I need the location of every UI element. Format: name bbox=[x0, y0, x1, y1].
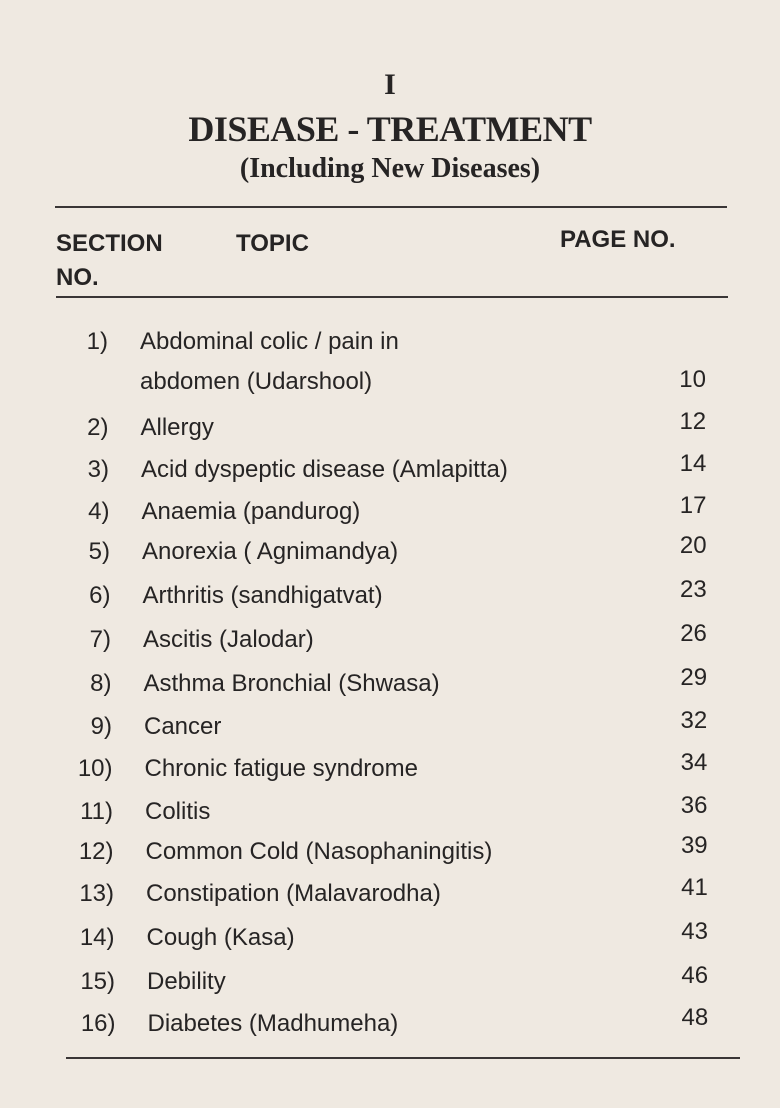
topic-text: Chronic fatigue syndrome bbox=[144, 755, 418, 782]
section-number: 12) bbox=[78, 838, 114, 865]
page-number: 46 bbox=[681, 962, 709, 989]
section-number: 8) bbox=[90, 670, 112, 697]
header-rule bbox=[56, 296, 728, 298]
section-number: 11) bbox=[80, 798, 113, 825]
topic-text: Asthma Bronchial (Shwasa) bbox=[143, 670, 440, 697]
topic-text: Diabetes (Madhumeha) bbox=[147, 1010, 399, 1037]
page-number: 14 bbox=[679, 450, 707, 477]
topic-text: Colitis bbox=[145, 798, 211, 825]
header-page-no: PAGE NO. bbox=[560, 226, 676, 253]
page-number: 43 bbox=[681, 918, 708, 945]
page-number: 26 bbox=[680, 620, 707, 647]
chapter-number: I bbox=[384, 68, 396, 101]
header-section-no: NO. bbox=[56, 264, 99, 291]
topic-text-continued: abdomen (Udarshool) bbox=[140, 368, 373, 395]
topic-text: Ascitis (Jalodar) bbox=[143, 626, 314, 653]
topic-text: Acid dyspeptic disease (Amlapitta) bbox=[141, 456, 508, 483]
page-number: 32 bbox=[680, 707, 708, 734]
topic-text: Anorexia ( Agnimandya) bbox=[142, 538, 399, 565]
topic-text: Debility bbox=[147, 968, 226, 995]
section-number: 14) bbox=[79, 924, 115, 951]
topic-text: Allergy bbox=[140, 414, 214, 441]
chapter-subtitle: (Including New Diseases) bbox=[239, 153, 541, 184]
bottom-rule bbox=[66, 1057, 740, 1059]
topic-text: Cancer bbox=[144, 713, 222, 740]
header-section: SECTION bbox=[56, 230, 163, 257]
page-number: 34 bbox=[680, 749, 708, 776]
section-number: 7) bbox=[89, 626, 111, 653]
section-number: 3) bbox=[87, 456, 109, 483]
page-number: 36 bbox=[680, 792, 708, 819]
header-topic: TOPIC bbox=[236, 230, 309, 257]
section-number: 4) bbox=[88, 498, 110, 525]
page-number: 23 bbox=[680, 576, 707, 603]
section-number: 2) bbox=[87, 414, 109, 441]
page-number: 17 bbox=[679, 492, 707, 519]
page-number: 41 bbox=[681, 874, 708, 901]
section-number: 15) bbox=[80, 968, 115, 995]
topic-text: Abdominal colic / pain in bbox=[140, 328, 399, 355]
section-number: 5) bbox=[88, 538, 110, 565]
page-number: 29 bbox=[680, 664, 708, 691]
topic-text: Common Cold (Nasophaningitis) bbox=[145, 838, 493, 865]
topic-text: Constipation (Malavarodha) bbox=[146, 880, 441, 907]
chapter-title: DISEASE - TREATMENT bbox=[188, 109, 592, 149]
page-number: 20 bbox=[679, 532, 707, 559]
topic-text: Cough (Kasa) bbox=[146, 924, 295, 951]
topic-text: Arthritis (sandhigatvat) bbox=[142, 582, 383, 609]
section-number: 9) bbox=[90, 713, 112, 740]
section-number: 1) bbox=[86, 328, 108, 355]
section-number: 13) bbox=[79, 880, 114, 907]
page-number: 48 bbox=[681, 1004, 709, 1031]
topic-text: Anaemia (pandurog) bbox=[141, 498, 361, 525]
page-number: 12 bbox=[679, 408, 707, 435]
section-number: 16) bbox=[80, 1010, 116, 1037]
page-number: 39 bbox=[680, 832, 708, 859]
page-number: 10 bbox=[679, 366, 706, 393]
top-rule bbox=[55, 206, 727, 208]
section-number: 6) bbox=[89, 582, 111, 609]
section-number: 10) bbox=[77, 755, 113, 782]
